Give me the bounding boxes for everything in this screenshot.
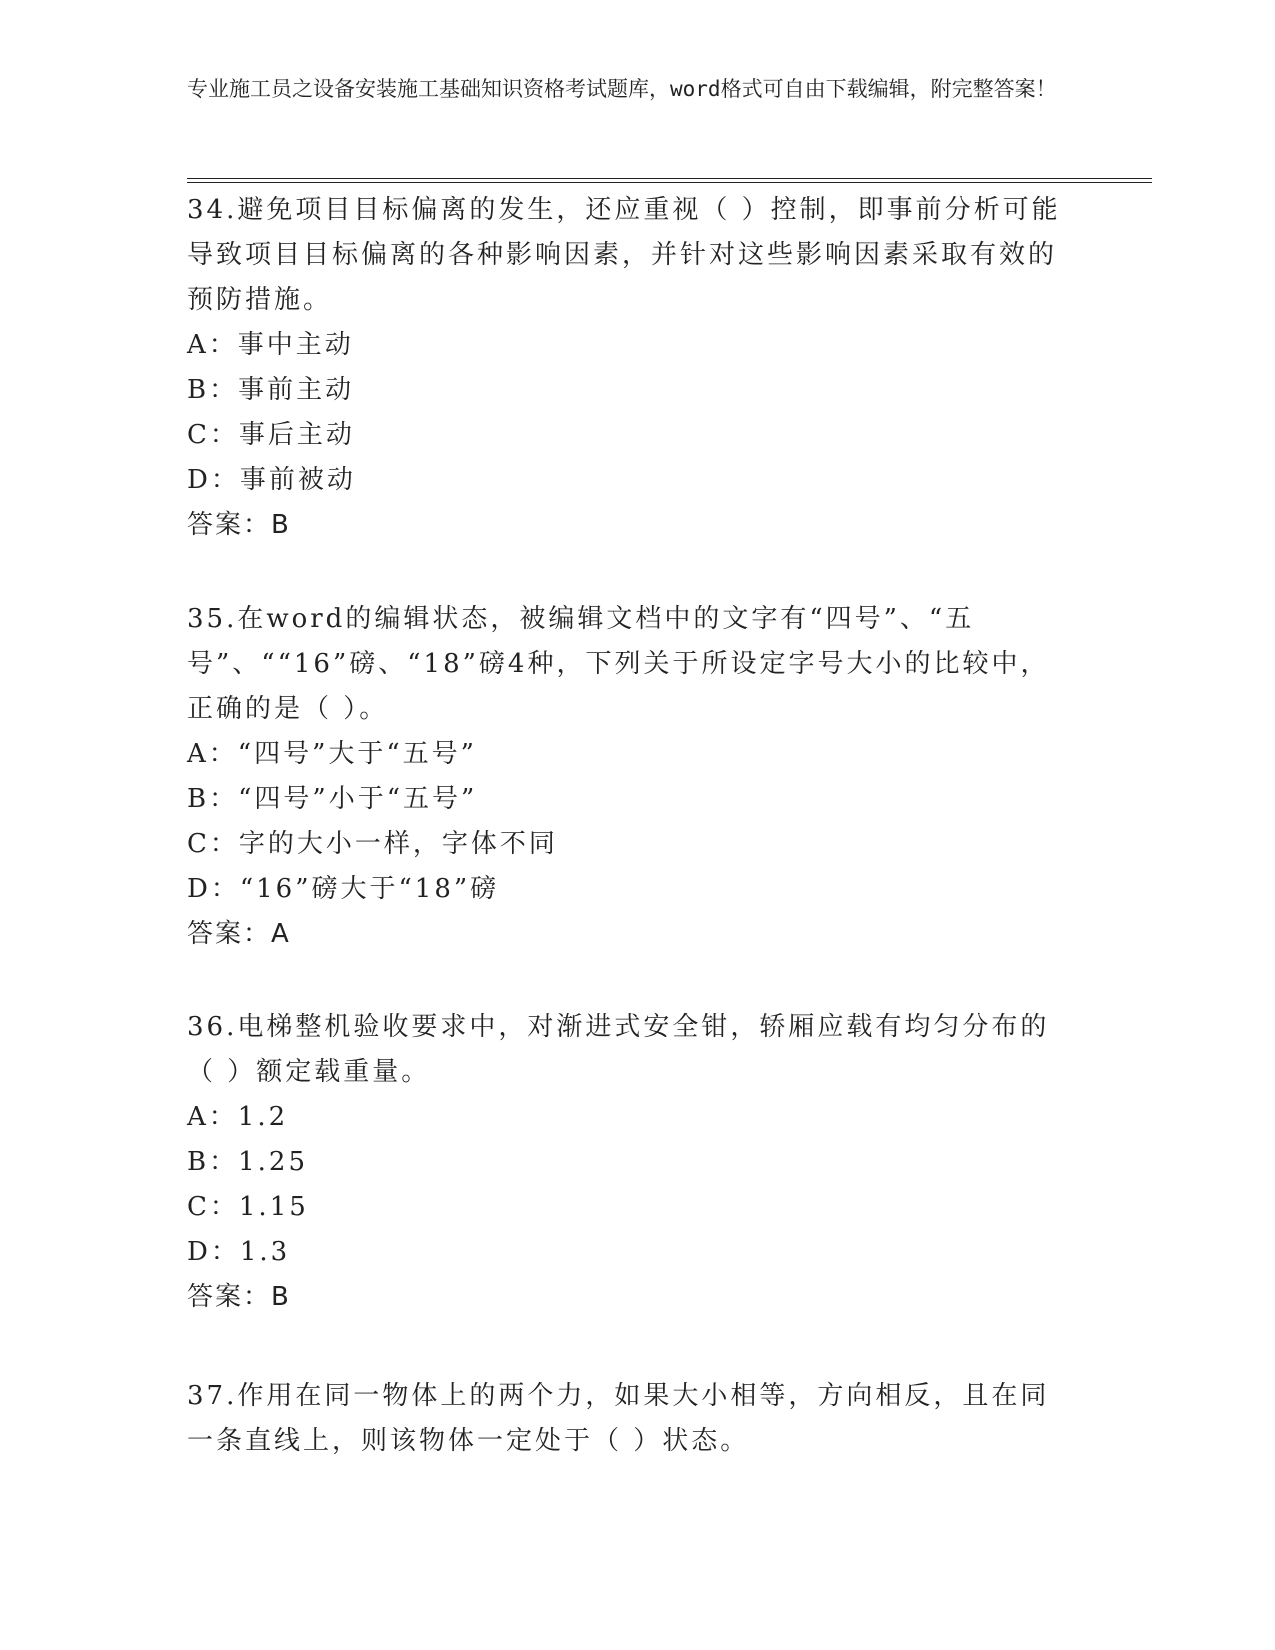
option-b: B：事前主动: [187, 375, 355, 405]
option-b: B：1.25: [187, 1147, 308, 1177]
question-text: 34.避免项目目标偏离的发生，还应重视（ ）控制，即事前分析可能导致项目目标偏离的各种影响因素，并针对这些影响因素采取有效的预防措施。: [187, 195, 1061, 315]
option-c: C：事后主动: [187, 420, 355, 450]
header-divider-bottom: [187, 182, 1152, 183]
option-d: D：事前被动: [187, 465, 356, 495]
answer: 答案：A: [187, 919, 291, 949]
question-35: [187, 597, 1067, 957]
option-a: A：1.2: [187, 1102, 289, 1132]
option-a: A：事中主动: [187, 330, 354, 360]
option-b: B：“四号”小于“五号”: [187, 784, 478, 814]
option-d: D：“16”磅大于“18”磅: [187, 874, 500, 904]
option-list: [187, 1095, 1067, 1275]
question-text: 37.作用在同一物体上的两个力，如果大小相等，方向相反，且在同一条直线上，则该物体一定处于（ ）状态。: [187, 1381, 1050, 1456]
answer: 答案：B: [187, 1282, 291, 1312]
question-37: [187, 1374, 1067, 1464]
question-34: [187, 188, 1067, 548]
header-divider-top: [187, 178, 1152, 179]
option-c: C：字的大小一样，字体不同: [187, 829, 558, 859]
question-text: 36.电梯整机验收要求中，对渐进式安全钳，轿厢应载有均匀分布的（ ）额定载重量。: [187, 1012, 1050, 1087]
option-list: [187, 323, 1067, 503]
option-a: A：“四号”大于“五号”: [187, 739, 477, 769]
option-c: C：1.15: [187, 1192, 309, 1222]
answer: 答案：B: [187, 510, 291, 540]
question-36: [187, 1005, 1067, 1320]
question-text: 35.在word的编辑状态，被编辑文档中的文字有“四号”、“五号”、““16”磅、“18”磅4种，下列关于所设定字号大小的比较中，正确的是（ ）。: [187, 604, 1050, 724]
document-header: 专业施工员之设备安装施工基础知识资格考试题库，word格式可自由下载编辑，附完整答案！: [187, 77, 1057, 101]
option-list: [187, 732, 1067, 912]
option-d: D：1.3: [187, 1237, 291, 1267]
